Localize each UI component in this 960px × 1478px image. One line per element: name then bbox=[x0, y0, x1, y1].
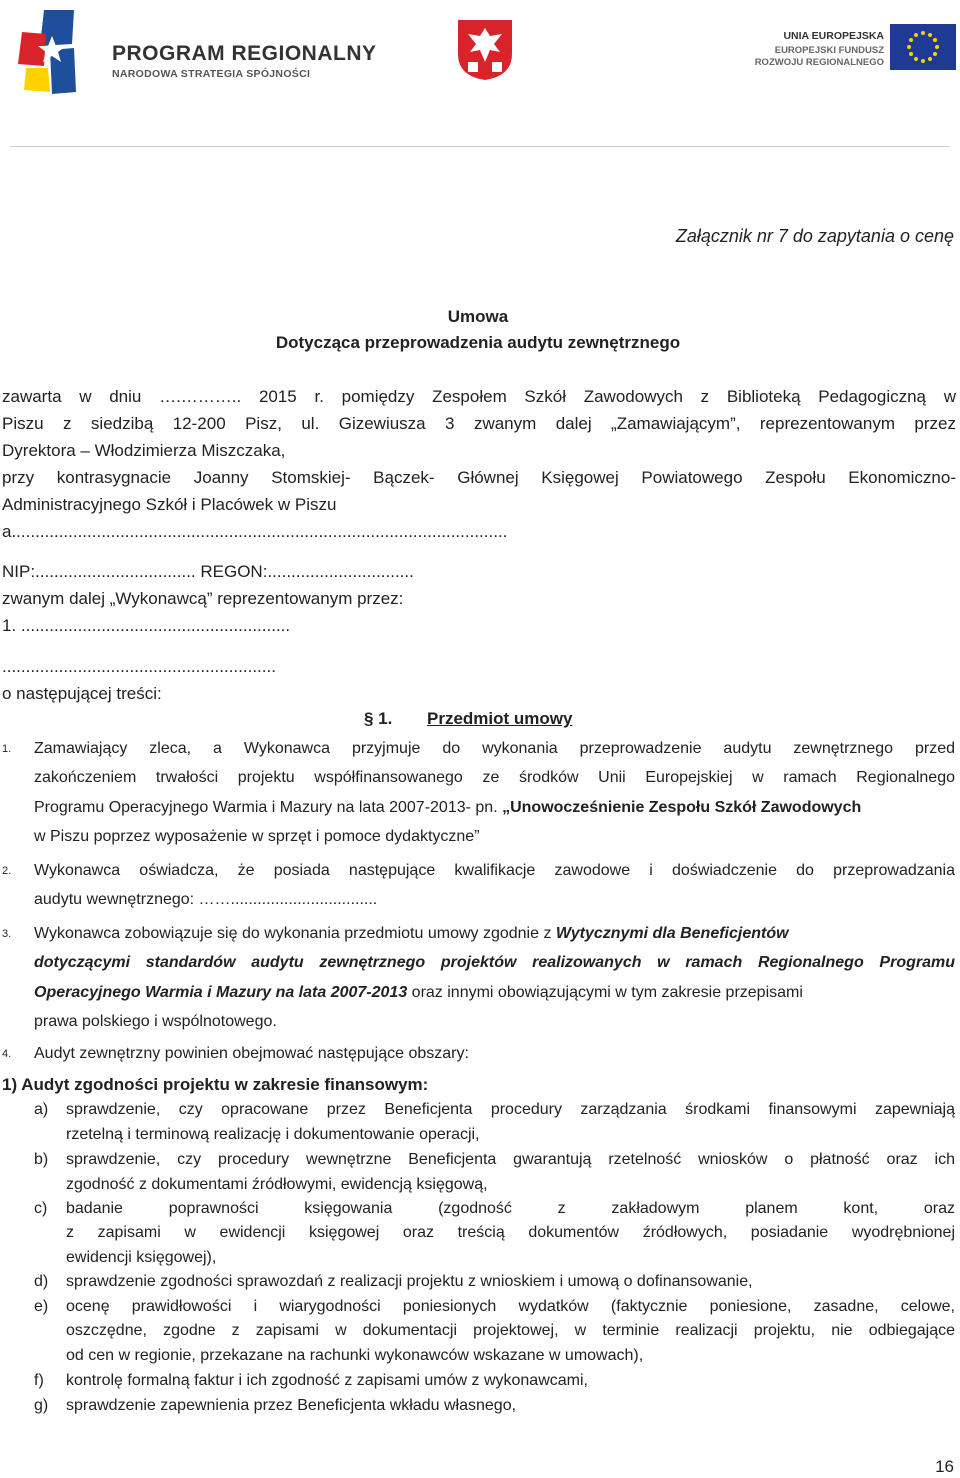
intro-line-2: Piszu z siedzibą 12-200 Pisz, ul. Gizewiusza 3 zwanym dalej „Zamawiającym”, reprezentowanym przez bbox=[2, 414, 956, 433]
audit-e-line-2: oszczędne, zgodne z zapisami w dokumentacji projektowej, w terminie realizacji projektu, nie odbiegające bbox=[66, 1322, 955, 1339]
intro-line-4: przy kontrasygnacie Joanny Stomskiej- Bączek- Głównej Księgowej Powiatowego Zespołu Ekonomiczno- bbox=[2, 468, 956, 487]
audit-b-line-2: zgodność z dokumentami źródłowymi, ewidencją księgową, bbox=[66, 1176, 488, 1193]
representative-field-1: 1. ......................................................... bbox=[2, 616, 291, 635]
eu-flag-icon bbox=[890, 24, 956, 70]
audit-e-line-1: ocenę prawidłowości i wiarygodności poniesionych wydatków (faktycznie poniesione, zasadne, celowe, bbox=[66, 1298, 955, 1315]
item-1-line-3: Programu Operacyjnego Warmia i Mazury na lata 2007-2013- pn. „Unowocześnienie Zespołu Szkół Zawodowych bbox=[34, 799, 862, 816]
audit-b-line-1: sprawdzenie, czy procedury wewnętrzne Beneficjenta gwarantują rzetelność wniosków o płatność oraz ich bbox=[66, 1151, 955, 1168]
representative-field-2: .......................................................... bbox=[2, 657, 276, 676]
page-number: 16 bbox=[935, 1457, 954, 1476]
eu-line-3: ROZWOJU REGIONALNEGO bbox=[754, 57, 884, 68]
item-2-line-1: Wykonawca oświadcza, że posiada następujące kwalifikacje zawodowe i doświadczenie do przeprowadzania bbox=[34, 862, 955, 879]
contractor-name-field: a......................................................................................................... bbox=[2, 522, 508, 541]
eu-line-2: EUROPEJSKI FUNDUSZ bbox=[774, 45, 884, 56]
item-2-number: 2. bbox=[2, 865, 12, 877]
item-1-line-4: w Piszu poprzez wyposażenie w sprzęt i pomoce dydaktyczne” bbox=[34, 828, 480, 845]
program-subtitle: NARODOWA STRATEGIA SPÓJNOŚCI bbox=[112, 68, 311, 80]
contract-title: Umowa bbox=[447, 307, 509, 326]
intro-line-3: Dyrektora – Włodzimierza Miszczaka, bbox=[2, 441, 286, 460]
item-1-number: 1. bbox=[2, 743, 12, 755]
audit-e-line-3: od cen w regionie, przekazane na rachunki wykonawców wskazane w umowach), bbox=[66, 1347, 644, 1364]
audit-d-label: d) bbox=[34, 1273, 49, 1290]
audit-c-line-3: ewidencji księgowej), bbox=[66, 1249, 217, 1266]
nip-regon-field: NIP:.................................. REGON:............................... bbox=[2, 562, 414, 581]
intro-line-5: Administracyjnego Szkół i Placówek w Piszu bbox=[2, 495, 337, 514]
contract-subtitle: Dotycząca przeprowadzenia audytu zewnętrznego bbox=[275, 333, 681, 352]
item-1-line-1: Zamawiający zleca, a Wykonawca przyjmuje do wykonania przeprowadzenie audytu zewnętrznego przed bbox=[34, 740, 955, 757]
intro-line-1: zawarta w dniu ….……….. 2015 r. pomiędzy Zespołem Szkół Zawodowych z Biblioteką Pedagogiczną w bbox=[2, 387, 956, 406]
warmia-mazury-crest bbox=[456, 18, 514, 82]
audit-c-label: c) bbox=[34, 1200, 48, 1217]
item-1-line-2: zakończeniem trwałości projektu współfinansowanego ze środków Unii Europejskiej w ramach Regionalnego bbox=[34, 769, 955, 786]
eu-logo bbox=[744, 24, 956, 80]
audit-g-line-1: sprawdzenie zapewnienia przez Beneficjenta wkładu własnego, bbox=[66, 1397, 517, 1414]
program-title: PROGRAM REGIONALNY bbox=[112, 42, 377, 65]
eu-line-1: UNIA EUROPEJSKA bbox=[783, 30, 884, 42]
item-3-line-2: dotyczącymi standardów audytu zewnętrznego projektów realizowanych w ramach Regionalnego Programu bbox=[34, 954, 955, 971]
audit-a-line-2: rzetelną i terminową realizację i dokumentowanie operacji, bbox=[66, 1126, 480, 1143]
audit-e-label: e) bbox=[34, 1298, 49, 1315]
section-title: Przedmiot umowy bbox=[427, 709, 573, 728]
intro-line-8: zwanym dalej „Wykonawcą” reprezentowanym przez: bbox=[2, 589, 404, 608]
item-4-number: 4. bbox=[2, 1048, 12, 1060]
header-divider bbox=[10, 146, 950, 147]
audit-g-label: g) bbox=[34, 1397, 49, 1414]
intro-line-11: o następującej treści: bbox=[2, 684, 162, 703]
item-3-line-1: Wykonawca zobowiązuje się do wykonania przedmiotu umowy zgodnie z Wytycznymi dla Beneficjentów bbox=[34, 925, 789, 942]
attachment-label: Załącznik nr 7 do zapytania o cenę bbox=[675, 226, 954, 246]
audit-f-line-1: kontrolę formalną faktur i ich zgodność z zapisami umów z wykonawcami, bbox=[66, 1372, 588, 1389]
audit-c-line-2: z zapisami w ewidencji księgowej oraz treścią dokumentów źródłowych, posiadanie wyodrębnionej bbox=[66, 1224, 955, 1241]
audit-c-line-1: badanie poprawności księgowania (zgodność z zakładowym planem kont, oraz bbox=[66, 1200, 955, 1217]
item-3-line-4: prawa polskiego i wspólnotowego. bbox=[34, 1013, 277, 1030]
audit-f-label: f) bbox=[34, 1372, 44, 1389]
audit-heading: 1) Audyt zgodności projektu w zakresie finansowym: bbox=[2, 1075, 429, 1094]
item-4-line-1: Audyt zewnętrzny powinien obejmować następujące obszary: bbox=[34, 1045, 469, 1062]
item-3-number: 3. bbox=[2, 928, 12, 940]
program-logo-mark-icon bbox=[16, 6, 106, 98]
audit-a-label: a) bbox=[34, 1101, 49, 1118]
audit-a-line-1: sprawdzenie, czy opracowane przez Beneficjenta procedury zarządzania środkami finansowymi zapewniają bbox=[66, 1101, 955, 1118]
section-sign: § 1. bbox=[364, 709, 393, 728]
item-3-line-3: Operacyjnego Warmia i Mazury na lata 2007-2013 oraz innymi obowiązującymi w tym zakresie przepisami bbox=[34, 984, 803, 1001]
program-regionalny-logo bbox=[16, 6, 377, 98]
eagle-crest-icon bbox=[456, 18, 514, 82]
item-2-line-2: audytu wewnętrznego: ……................................. bbox=[34, 891, 378, 908]
audit-d-line-1: sprawdzenie zgodności sprawozdań z realizacji projektu z wnioskiem i umową o dofinansowanie, bbox=[66, 1273, 753, 1290]
audit-b-label: b) bbox=[34, 1151, 49, 1168]
